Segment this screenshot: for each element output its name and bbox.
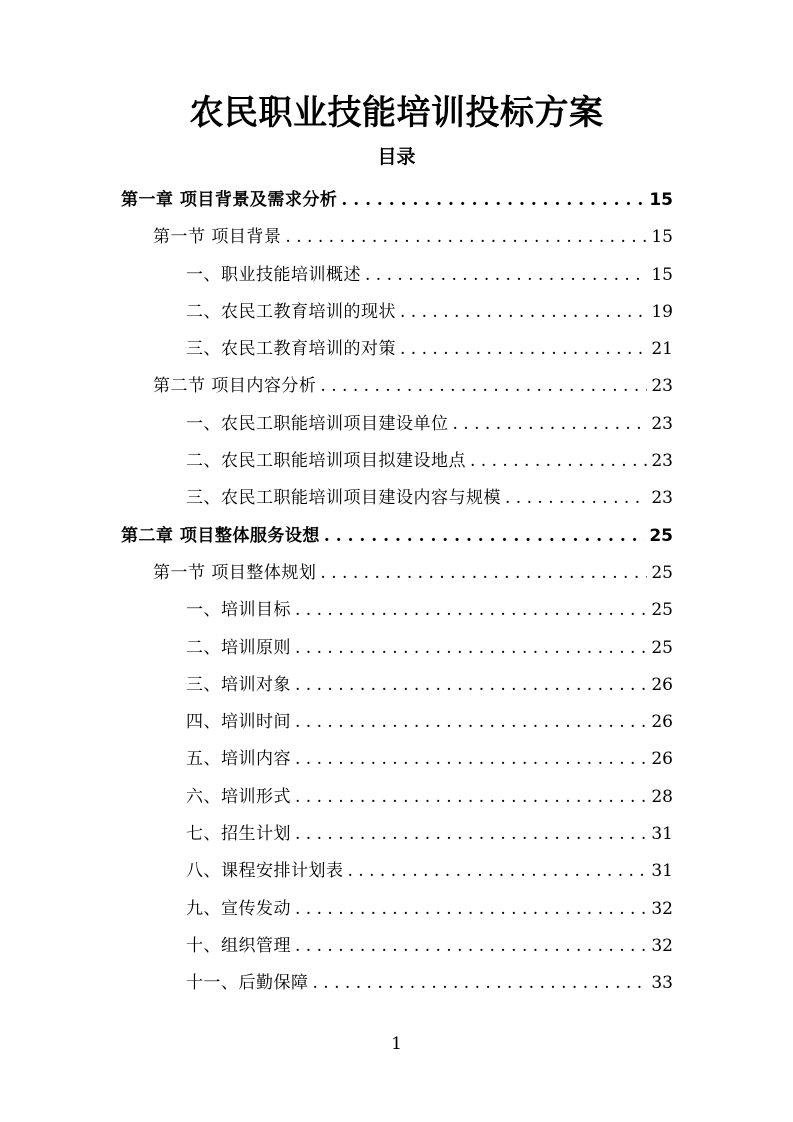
toc-subsection-entry[interactable] bbox=[121, 480, 673, 517]
toc-dot-leader bbox=[324, 518, 645, 555]
toc-entry-page: 23 bbox=[651, 413, 673, 434]
toc-entry-label: 二、培训原则 bbox=[186, 637, 291, 658]
toc-dot-leader bbox=[295, 704, 647, 741]
toc-entry-label: 十、组织管理 bbox=[186, 935, 291, 956]
toc-entry-page: 15 bbox=[651, 227, 673, 248]
toc-dot-leader bbox=[313, 965, 648, 1002]
toc-dot-leader bbox=[348, 853, 648, 890]
toc-entry-page: 25 bbox=[651, 637, 673, 658]
toc-subsection-entry[interactable] bbox=[121, 928, 673, 965]
toc-dot-leader bbox=[295, 741, 647, 778]
toc-dot-leader bbox=[295, 891, 647, 928]
toc-subsection-entry[interactable] bbox=[121, 816, 673, 853]
toc-entry-label: 第二节 项目内容分析 bbox=[153, 376, 317, 397]
toc-dot-leader bbox=[470, 443, 647, 480]
toc-subsection-entry[interactable] bbox=[121, 704, 673, 741]
toc-subsection-entry[interactable] bbox=[121, 592, 673, 629]
toc-entry-page: 32 bbox=[651, 935, 673, 956]
toc-dot-leader bbox=[285, 219, 647, 256]
toc-entry-page: 15 bbox=[649, 190, 673, 210]
toc-entry-label: 第一节 项目整体规划 bbox=[153, 562, 317, 583]
toc-entry-page: 26 bbox=[651, 749, 673, 770]
toc-dot-leader bbox=[365, 257, 647, 294]
toc-subsection-entry[interactable] bbox=[121, 443, 673, 480]
toc-entry-page: 23 bbox=[651, 376, 673, 397]
toc-entry-label: 五、培训内容 bbox=[186, 749, 291, 770]
toc-dot-leader bbox=[341, 182, 645, 219]
toc-dot-leader bbox=[295, 592, 647, 629]
toc-entry-label: 三、农民工职能培训项目建设内容与规模 bbox=[186, 488, 501, 509]
toc-entry-label: 第二章 项目整体服务设想 bbox=[121, 525, 320, 546]
toc-subsection-entry[interactable] bbox=[121, 294, 673, 331]
toc-section-entry[interactable] bbox=[121, 555, 673, 592]
toc-entry-label: 二、农民工职能培训项目拟建设地点 bbox=[186, 451, 466, 472]
toc-entry-label: 一、培训目标 bbox=[186, 600, 291, 621]
toc-dot-leader bbox=[295, 779, 647, 816]
toc-entry-label: 一、农民工职能培训项目建设单位 bbox=[186, 413, 449, 434]
toc-entry-page: 23 bbox=[651, 451, 673, 472]
toc-subsection-entry[interactable] bbox=[121, 965, 673, 1002]
toc-entry-label: 十一、后勤保障 bbox=[186, 973, 309, 994]
toc-heading: 目录 bbox=[377, 146, 416, 168]
toc-entry-page: 25 bbox=[651, 562, 673, 583]
toc-entry-label: 第一节 项目背景 bbox=[153, 227, 282, 248]
toc-dot-leader bbox=[400, 331, 647, 368]
toc-entry-label: 七、招生计划 bbox=[186, 824, 291, 845]
toc-dot-leader bbox=[505, 480, 647, 517]
toc-dot-leader bbox=[295, 928, 647, 965]
toc-entry-page: 19 bbox=[651, 301, 673, 322]
toc-entry-label: 四、培训时间 bbox=[186, 712, 291, 733]
toc-entry-label: 三、农民工教育培训的对策 bbox=[186, 339, 396, 360]
toc-subsection-entry[interactable] bbox=[121, 406, 673, 443]
toc-entry-page: 31 bbox=[651, 824, 673, 845]
toc-entry-label: 六、培训形式 bbox=[186, 786, 291, 807]
toc-subsection-entry[interactable] bbox=[121, 331, 673, 368]
document-title: 农民职业技能培训投标方案 bbox=[189, 93, 604, 133]
toc-entry-page: 15 bbox=[651, 264, 673, 285]
toc-subsection-entry[interactable] bbox=[121, 779, 673, 816]
toc-entry-page: 21 bbox=[651, 339, 673, 360]
table-of-contents bbox=[121, 182, 673, 1003]
toc-entry-page: 26 bbox=[651, 674, 673, 695]
toc-dot-leader bbox=[295, 667, 647, 704]
toc-entry-page: 33 bbox=[651, 973, 673, 994]
toc-chapter-entry[interactable] bbox=[121, 182, 673, 219]
toc-dot-leader bbox=[295, 816, 647, 853]
toc-entry-page: 25 bbox=[649, 525, 673, 546]
toc-entry-page: 28 bbox=[651, 786, 673, 807]
toc-subsection-entry[interactable] bbox=[121, 667, 673, 704]
toc-dot-leader bbox=[320, 368, 647, 405]
toc-dot-leader bbox=[453, 406, 648, 443]
toc-entry-label: 八、课程安排计划表 bbox=[186, 861, 344, 882]
toc-section-entry[interactable] bbox=[121, 368, 673, 405]
toc-entry-label: 一、职业技能培训概述 bbox=[186, 264, 361, 285]
toc-subsection-entry[interactable] bbox=[121, 853, 673, 890]
toc-entry-page: 26 bbox=[651, 712, 673, 733]
toc-entry-label: 二、农民工教育培训的现状 bbox=[186, 301, 396, 322]
toc-dot-leader bbox=[295, 630, 647, 667]
toc-dot-leader bbox=[400, 294, 647, 331]
toc-entry-label: 三、培训对象 bbox=[186, 674, 291, 695]
toc-dot-leader bbox=[320, 555, 647, 592]
toc-section-entry[interactable] bbox=[121, 219, 673, 256]
toc-subsection-entry[interactable] bbox=[121, 741, 673, 778]
toc-chapter-entry[interactable] bbox=[121, 518, 673, 555]
toc-subsection-entry[interactable] bbox=[121, 891, 673, 928]
toc-entry-page: 25 bbox=[651, 600, 673, 621]
toc-subsection-entry[interactable] bbox=[121, 630, 673, 667]
toc-entry-page: 23 bbox=[651, 488, 673, 509]
toc-entry-label: 九、宣传发动 bbox=[186, 898, 291, 919]
page-number: 1 bbox=[391, 1034, 402, 1054]
toc-entry-label: 第一章 项目背景及需求分析 bbox=[121, 190, 338, 210]
toc-subsection-entry[interactable] bbox=[121, 257, 673, 294]
toc-entry-page: 31 bbox=[651, 861, 673, 882]
toc-entry-page: 32 bbox=[651, 898, 673, 919]
